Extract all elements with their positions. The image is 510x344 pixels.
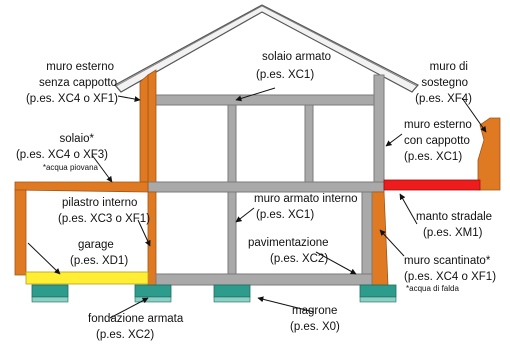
svg-text:(p.es. XC1): (p.es. XC1) — [404, 151, 463, 163]
garage-wall-left — [15, 190, 26, 275]
svg-text:(p.es. XC2): (p.es. XC2) — [96, 329, 155, 341]
svg-text:manto stradale: manto stradale — [416, 211, 493, 223]
svg-text:(p.es. XC1): (p.es. XC1) — [256, 209, 315, 221]
svg-text:sostegno: sostegno — [421, 77, 468, 89]
road-surface — [384, 180, 480, 190]
svg-text:solaio*: solaio* — [59, 133, 94, 145]
svg-text:(p.es. XC4 o XF1): (p.es. XC4 o XF1) — [25, 93, 118, 105]
svg-text:(p.es. XF4): (p.es. XF4) — [415, 93, 472, 105]
upper-column-2 — [305, 105, 313, 182]
svg-text:solaio armato: solaio armato — [262, 51, 332, 63]
svg-text:(p.es. XC3 o XF1): (p.es. XC3 o XF1) — [58, 213, 151, 225]
svg-text:pilastro interno: pilastro interno — [62, 197, 138, 209]
intermediate-slab — [148, 182, 384, 192]
interior-wall — [228, 192, 236, 274]
svg-text:pavimentazione: pavimentazione — [248, 237, 329, 249]
retaining-wall — [478, 118, 500, 190]
svg-text:senza cappotto: senza cappotto — [38, 77, 117, 89]
label-muro-armato-interno — [254, 193, 358, 221]
svg-text:muro di: muro di — [429, 61, 468, 73]
svg-text:(p.es. X0): (p.es. X0) — [290, 321, 340, 333]
balcony-slab — [15, 182, 148, 192]
svg-text:(p.es. XC4 o XF1): (p.es. XC4 o XF1) — [404, 271, 497, 283]
svg-text:fondazione armata: fondazione armata — [88, 313, 184, 325]
svg-text:garage: garage — [78, 239, 114, 251]
svg-text:(p.es. XC2): (p.es. XC2) — [270, 253, 329, 265]
svg-text:(p.es. XC1): (p.es. XC1) — [256, 69, 315, 81]
label-muro-scantinato — [404, 255, 496, 293]
basement-wall — [372, 192, 388, 285]
svg-text:(p.es. XC4 o XF3): (p.es. XC4 o XF3) — [15, 149, 108, 161]
label-magrone — [290, 305, 340, 333]
label-pilastro — [58, 197, 150, 225]
upper-column-1 — [228, 105, 236, 182]
label-garage — [70, 239, 128, 267]
interior-pillar — [148, 192, 156, 285]
label-muro-sostegno — [415, 61, 472, 105]
svg-text:*acqua piovana: *acqua piovana — [42, 163, 98, 172]
label-solaio-armato — [256, 51, 331, 81]
label-muro-esterno-con — [404, 119, 472, 163]
label-solaio-star — [16, 133, 108, 172]
svg-text:*acqua di falda: *acqua di falda — [406, 284, 459, 293]
label-muro-esterno-senza — [26, 61, 118, 105]
label-manto-stradale — [416, 211, 492, 239]
svg-text:con cappotto: con cappotto — [404, 135, 470, 147]
svg-text:muro esterno: muro esterno — [46, 61, 114, 73]
ground-floor-slab — [156, 274, 372, 285]
svg-text:(p.es. XD1): (p.es. XD1) — [70, 255, 129, 267]
label-fondazione — [88, 313, 184, 341]
exterior-wall-no-insulation — [148, 70, 156, 182]
svg-text:magrone: magrone — [292, 305, 338, 317]
svg-text:(p.es. XM1): (p.es. XM1) — [423, 227, 483, 239]
svg-text:muro armato interno: muro armato interno — [254, 193, 358, 205]
exterior-wall-insulated — [374, 75, 384, 182]
foundations — [32, 285, 396, 302]
svg-text:muro scantinato*: muro scantinato* — [404, 255, 491, 267]
garage-floor — [26, 272, 148, 284]
attic-slab — [148, 95, 382, 105]
label-pavimentazione — [248, 237, 329, 265]
svg-text:muro esterno: muro esterno — [404, 119, 472, 131]
